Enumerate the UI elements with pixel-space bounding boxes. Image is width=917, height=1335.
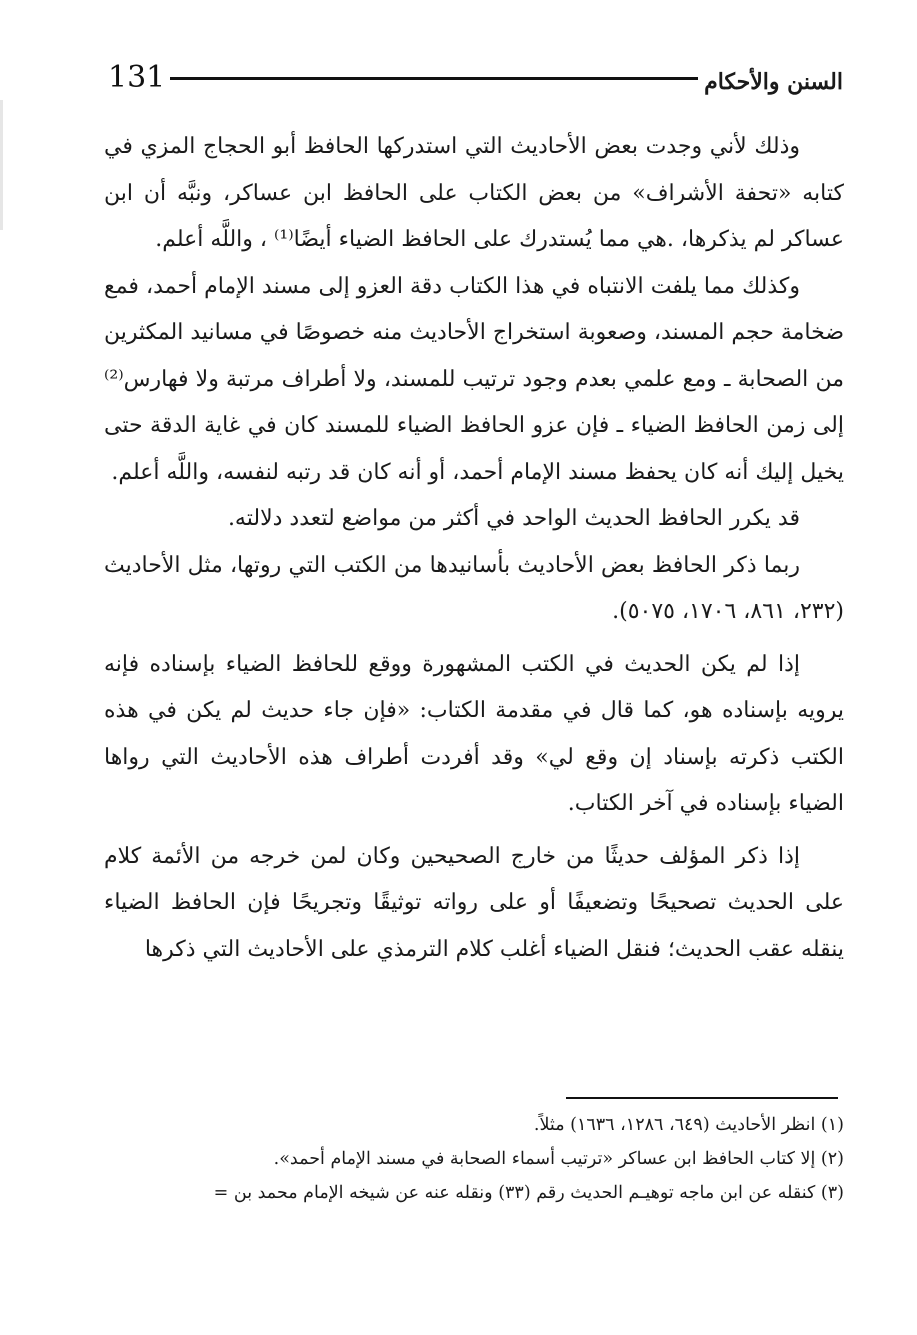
running-title: السنن والأحكام <box>704 69 843 95</box>
main-text <box>104 124 844 973</box>
footnotes <box>104 1108 844 1210</box>
paragraph-6: إذا ذكر المؤلف حديثًا من خارج الصحيحين وكان لمن خرجه من الأئمة كلام على الحديث تصحيحًا وتضعيفًا أو على رواته توثيقًا وتجريحًا فإن الحافظ الضياء ينقله عقب الحديث؛ فنقل الضياء أغلب كلام الترمذي على الأحاديث التي ذكرها <box>104 843 844 962</box>
scan-edge-shadow <box>0 100 3 230</box>
footnote-rule <box>566 1097 838 1099</box>
paragraph-1: وذلك لأني وجدت بعض الأحاديث التي استدركها الحافظ أبو الحجاج المزي في كتابه «تحفة الأشراف» من بعض الكتاب على الحافظ ابن عساكر، ونبَّه أن ابن عساكر لم يذكرها، .هي مما يُستدرك على الحافظ الضياء أيضًا⁽¹⁾ ، واللَّه أعلم. <box>104 134 844 252</box>
paragraph-4: ربما ذكر الحافظ بعض الأحاديث بأسانيدها من الكتب التي روتها، مثل الأحاديث (٢٣٢، ٨٦١، ١٧٠٦، ٥٠٧٥). <box>104 552 844 624</box>
footnote-1: (١) انظر الأحاديث (٦٤٩، ١٢٨٦، ١٦٣٦) مثلاً. <box>533 1115 844 1135</box>
page-header <box>108 58 843 104</box>
paragraph-2: وكذلك مما يلفت الانتباه في هذا الكتاب دقة العزو إلى مسند الإمام أحمد، فمع ضخامة حجم المسند، وصعوبة استخراج الأحاديث منه خصوصًا في مسانيد المكثرين من الصحابة ـ ومع علمي بعدم وجود ترتيب للمسند، ولا أطراف مرتبة ولا فهارس⁽²⁾ إلى زمن الحافظ الضياء ـ فإن عزو الحافظ الضياء للمسند كان في غاية الدقة حتى يخيل إليك أنه كان يحفظ مسند الإمام أحمد، أو أنه كان قد رتبه لنفسه، واللَّه أعلم. <box>104 273 844 485</box>
paragraph-3: قد يكرر الحافظ الحديث الواحد في أكثر من مواضع لتعدد دلالته. <box>227 506 800 531</box>
paragraph-5: إذا لم يكن الحديث في الكتب المشهورة ووقع للحافظ الضياء بإسناده فإنه يرويه بإسناده هو، كما قال في مقدمة الكتاب: «فإن جاء حديث لم يكن في هذه الكتب ذكرته بإسناد إن وقع لي» وقد أفردت أطراف هذه الأحاديث التي رواها الضياء بإسناده في آخر الكتاب. <box>104 651 844 816</box>
header-rule <box>170 77 698 80</box>
footnote-2: (٢) إلا كتاب الحافظ ابن عساكر «ترتيب أسماء الصحابة في مسند الإمام أحمد». <box>273 1149 844 1169</box>
page-number: 131 <box>108 60 166 95</box>
footnote-3: (٣) كنقله عن ابن ماجه توهيـم الحديث رقم (٣٣) ونقله عنه عن شيخه الإمام محمد بن = <box>213 1183 844 1203</box>
